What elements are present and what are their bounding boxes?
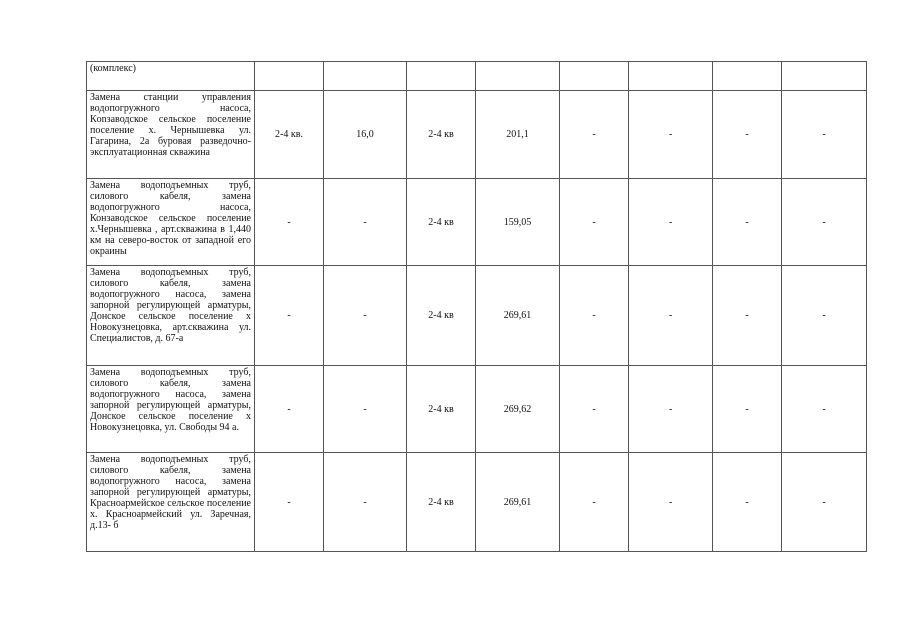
- table-cell: -: [629, 91, 713, 179]
- table-cell: -: [713, 91, 782, 179]
- work-description-cell: (комплекс): [87, 62, 255, 91]
- table-cell: 269,61: [476, 266, 560, 366]
- table-cell: -: [324, 266, 407, 366]
- work-description-cell: Замена водоподъемных труб, силового кабеля, замена водопогружного насоса, замена запорной регулирующей арматуры, Донское сельское поселение х Новокузнецовка, ул. Свободы 94 а.: [87, 366, 255, 453]
- table-cell: [324, 62, 407, 91]
- table-cell: 269,62: [476, 366, 560, 453]
- table-row: [87, 91, 867, 179]
- table-cell: 2-4 кв: [407, 179, 476, 266]
- table-row: [87, 453, 867, 552]
- table-cell: [713, 62, 782, 91]
- table-cell: [629, 62, 713, 91]
- table-row: [87, 266, 867, 366]
- table-cell: [782, 62, 867, 91]
- table-row: [87, 62, 867, 91]
- works-table: [86, 61, 867, 552]
- table-cell: -: [560, 266, 629, 366]
- table-row: [87, 179, 867, 266]
- table-cell: -: [713, 453, 782, 552]
- table-cell: -: [255, 179, 324, 266]
- table-cell: -: [629, 266, 713, 366]
- table-cell: 269,61: [476, 453, 560, 552]
- table-cell: -: [713, 366, 782, 453]
- table-cell: 2-4 кв: [407, 266, 476, 366]
- table-cell: -: [782, 366, 867, 453]
- table-cell: [255, 62, 324, 91]
- table-cell: -: [713, 266, 782, 366]
- table-cell: -: [324, 453, 407, 552]
- table-cell: -: [560, 179, 629, 266]
- table-cell: [560, 62, 629, 91]
- table-cell: -: [324, 366, 407, 453]
- table-cell: -: [782, 266, 867, 366]
- table-cell: -: [629, 366, 713, 453]
- table-cell: [407, 62, 476, 91]
- work-description-cell: Замена станции управления водопогружного насоса, Кonзаводское сельское поселение поселение х. Чернышевка ул. Гагарина, 2а буровая разведочно-эксплуатационная скважина: [87, 91, 255, 179]
- table-cell: 201,1: [476, 91, 560, 179]
- work-description-cell: Замена водоподъемных труб, силового кабеля, замена водопогружного насоса, Конзаводское сельское поселение х.Чернышевка , арт.скважина в 1,440 км на северо-восток от западной его окраины: [87, 179, 255, 266]
- table-cell: -: [560, 91, 629, 179]
- table-cell: 2-4 кв: [407, 366, 476, 453]
- table-cell: -: [560, 453, 629, 552]
- table-cell: 16,0: [324, 91, 407, 179]
- work-description-cell: Замена водоподъемных труб, силового кабеля, замена водопогружного насоса, замена запорной регулирующей арматуры, Красноармейское сельское поселение х. Красноармейский ул. Заречная, д.13- б: [87, 453, 255, 552]
- table-cell: 2-4 кв: [407, 453, 476, 552]
- table-cell: -: [560, 366, 629, 453]
- table-cell: -: [255, 366, 324, 453]
- table-cell: -: [324, 179, 407, 266]
- table-cell: -: [629, 453, 713, 552]
- table-cell: -: [713, 179, 782, 266]
- table-cell: -: [255, 266, 324, 366]
- table-row: [87, 366, 867, 453]
- table-cell: [476, 62, 560, 91]
- table-cell: 2-4 кв: [407, 91, 476, 179]
- work-description-cell: Замена водоподъемных труб, силового кабеля, замена водопогружного насоса, замена запорной регулирующей арматуры, Донское сельское поселение х Новокузнецовка, арт.скважина ул. Специалистов, д. 67-а: [87, 266, 255, 366]
- table-cell: -: [255, 453, 324, 552]
- table-cell: -: [782, 453, 867, 552]
- table-cell: 2-4 кв.: [255, 91, 324, 179]
- table-cell: 159,05: [476, 179, 560, 266]
- table-cell: -: [782, 179, 867, 266]
- table-cell: -: [782, 91, 867, 179]
- table-cell: -: [629, 179, 713, 266]
